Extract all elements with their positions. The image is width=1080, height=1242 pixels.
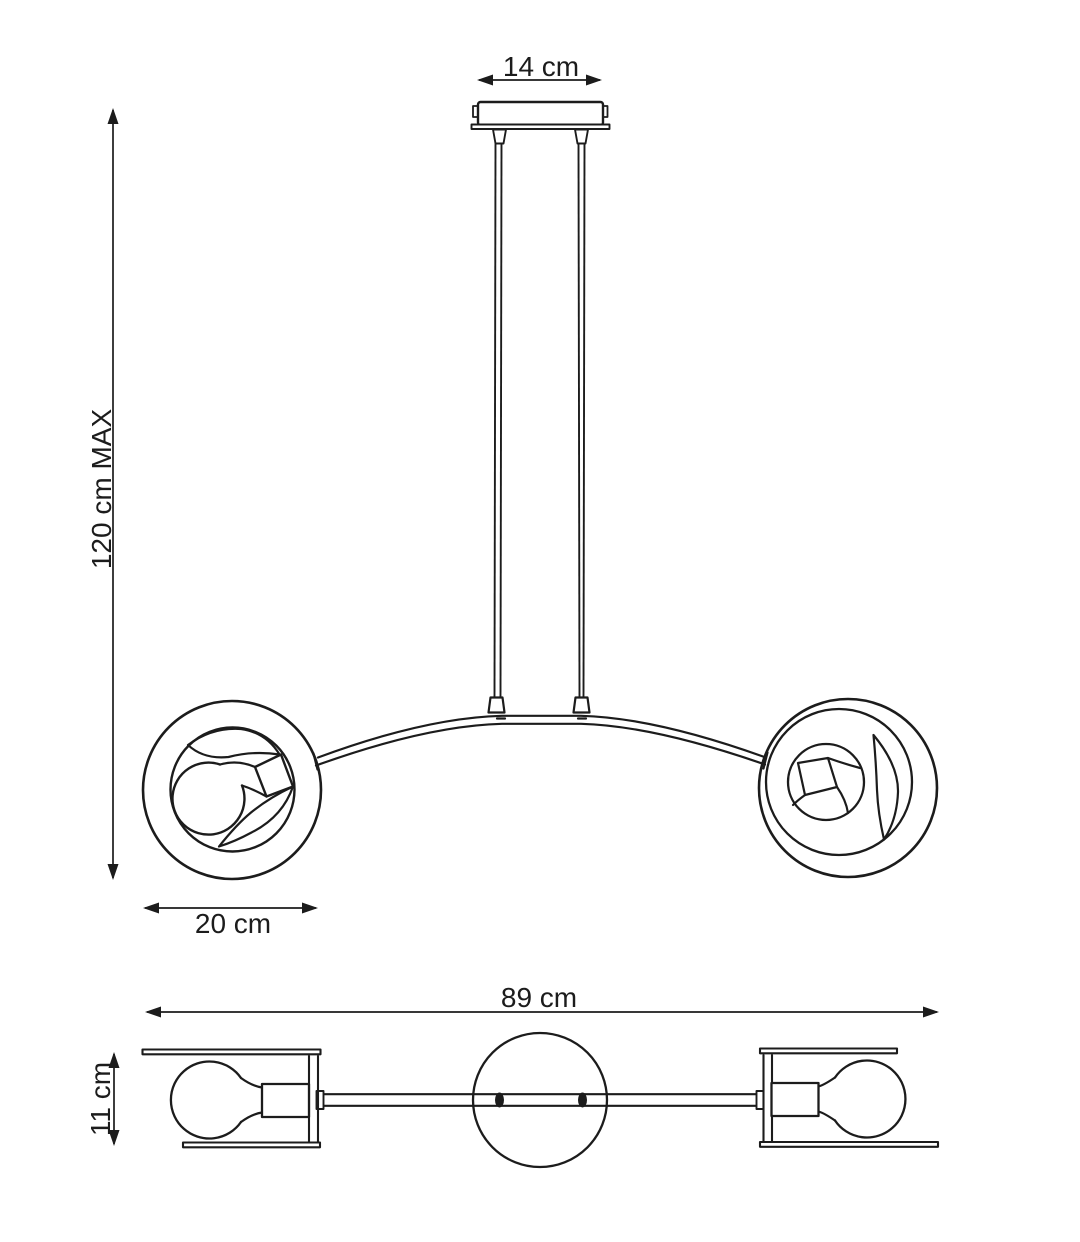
front-view — [86, 51, 937, 939]
right-bulb-neck-top — [819, 1078, 836, 1087]
right-ring-far-edge — [760, 1142, 938, 1147]
dim-max-drop-label: 120 cm MAX — [86, 408, 117, 570]
right-shade-front — [759, 699, 937, 877]
arrowhead-top — [108, 108, 119, 124]
dim-overall-width-label: 89 cm — [500, 982, 578, 1013]
arrowhead-right — [302, 903, 318, 914]
right-bulb-end — [788, 744, 864, 820]
suspension-cables — [489, 144, 590, 719]
cable-connector-left — [489, 698, 505, 713]
left-bulb-glass — [172, 763, 244, 835]
right-bulb-stem-press — [798, 758, 837, 795]
ceiling-canopy — [472, 102, 610, 144]
left-bulb-profile — [171, 1062, 241, 1139]
right-bulb-contact-line-3 — [793, 795, 805, 805]
arrowhead-left — [477, 75, 493, 86]
dim-shade-diameter — [143, 903, 318, 940]
dim-canopy-width — [477, 51, 602, 86]
left-ring-far-edge — [183, 1143, 320, 1148]
dim-max-drop — [86, 108, 119, 880]
left-shade-lower-band-edge — [219, 787, 293, 847]
cable-connector-right — [574, 698, 590, 713]
right-unit-top-view — [760, 1049, 938, 1147]
right-bulb-neck-bottom — [819, 1112, 836, 1121]
left-ring-near-edge — [143, 1050, 321, 1055]
cable-left-outer-line — [495, 144, 496, 698]
bar-top-edge — [318, 716, 763, 758]
canopy-body — [478, 102, 603, 125]
arrowhead-bottom — [108, 864, 119, 880]
dim-fixture-depth-label: 11 cm — [85, 1061, 116, 1137]
left-shade-upper-band-edge — [188, 729, 280, 758]
cable-right-inner-line — [579, 144, 580, 698]
arrowhead-right — [923, 1007, 939, 1018]
dim-fixture-depth — [85, 1052, 120, 1146]
right-ring-near-edge — [760, 1049, 897, 1054]
curved-bar — [314, 716, 768, 770]
right-shade-outer-ring — [759, 699, 937, 877]
top-view — [85, 982, 939, 1167]
left-bulb-neck-bottom — [241, 1113, 262, 1123]
canopy-base-plate — [472, 125, 610, 130]
arrowhead-right — [586, 75, 602, 86]
left-shade-front — [143, 701, 321, 879]
left-socket-box — [262, 1084, 309, 1117]
cable-right-outer-line — [584, 144, 585, 698]
bar-bottom-edge — [316, 724, 765, 766]
arrowhead-left — [145, 1007, 161, 1018]
dim-canopy-width-label: 14 cm — [502, 51, 580, 82]
cable-left-inner-line — [501, 144, 502, 698]
right-socket-box — [772, 1083, 819, 1116]
canopy-top-view — [317, 1033, 764, 1167]
cable-exit-left — [495, 1093, 504, 1108]
arrowhead-left — [143, 903, 159, 914]
right-bulb-contact-line-2 — [837, 787, 848, 813]
cable-gland-right — [575, 130, 588, 144]
right-shade-band-inner-edge — [874, 735, 899, 840]
cable-gland-left — [493, 130, 506, 144]
left-bulb-neck-top — [241, 1078, 262, 1088]
cable-exit-right — [578, 1093, 587, 1108]
right-bulb-profile — [835, 1061, 905, 1138]
dim-overall-width — [145, 982, 939, 1018]
left-unit-top-view — [143, 1050, 321, 1148]
dim-shade-diameter-label: 20 cm — [194, 908, 272, 939]
left-bulb-neck-top — [220, 763, 255, 768]
